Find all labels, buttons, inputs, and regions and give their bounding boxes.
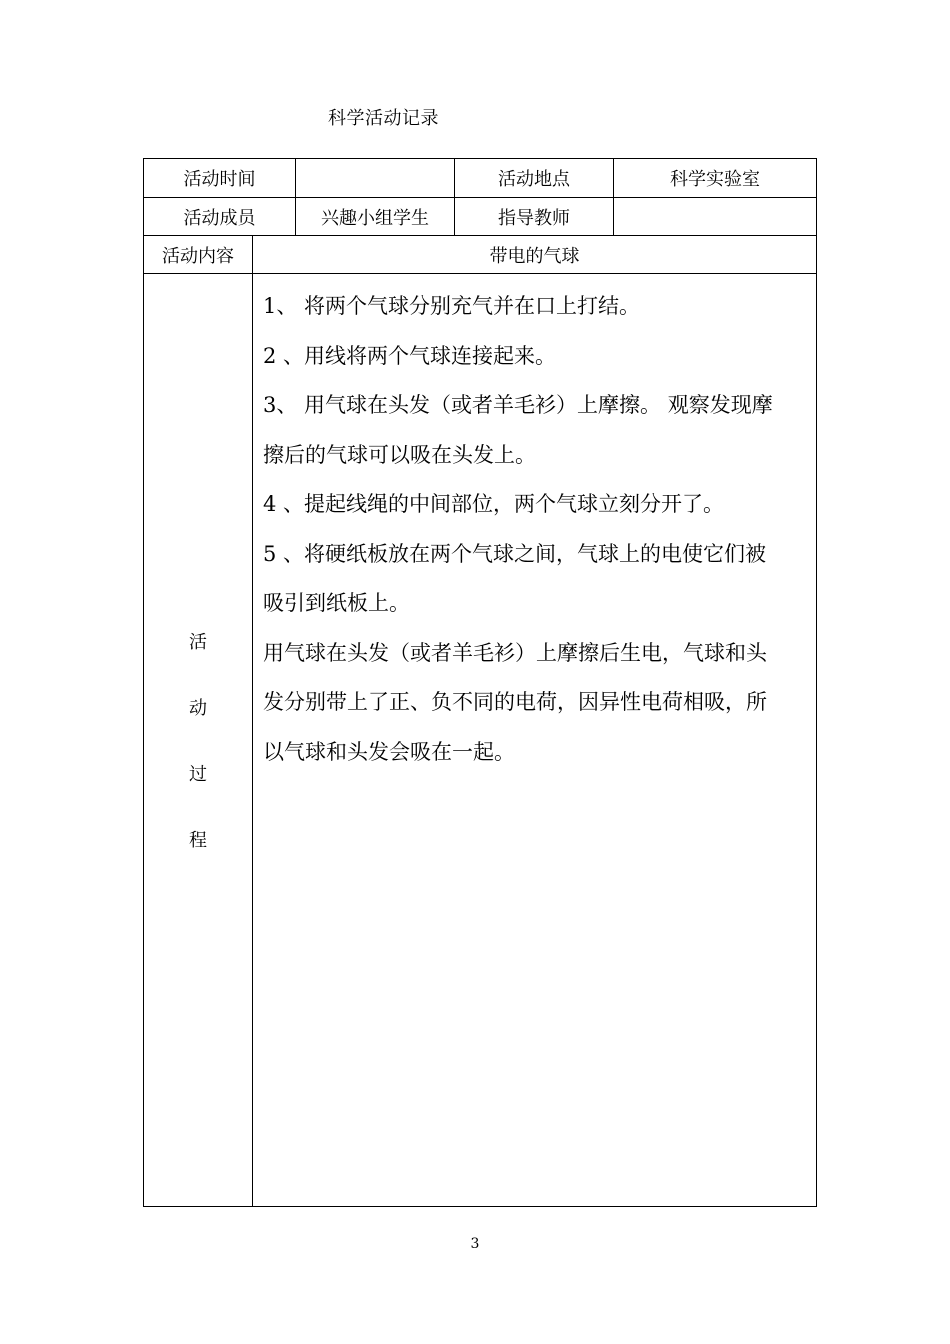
activity-members-label: 活动成员 bbox=[144, 198, 296, 236]
activity-content-value: 带电的气球 bbox=[253, 236, 817, 274]
process-label-char: 活 bbox=[189, 632, 207, 653]
process-line: 1、 将两个气球分别充气并在口上打结。 bbox=[263, 294, 641, 318]
process-line: 3、 用气球在头发（或者羊毛衫）上摩擦。 观察发现摩 bbox=[263, 393, 773, 417]
document-title: 科学活动记录 bbox=[328, 108, 439, 129]
activity-members-value: 兴趣小组学生 bbox=[296, 198, 455, 236]
process-label-char: 动 bbox=[189, 698, 207, 719]
activity-content-label: 活动内容 bbox=[144, 236, 253, 274]
process-line: 2 、用线将两个气球连接起来。 bbox=[263, 343, 557, 368]
activity-place-label: 活动地点 bbox=[455, 159, 614, 198]
process-line: 发分别带上了正、负不同的电荷，因异性电荷相吸，所 bbox=[263, 690, 767, 714]
activity-process-content bbox=[253, 274, 817, 1207]
activity-process-label bbox=[144, 274, 253, 1207]
activity-time-label: 活动时间 bbox=[144, 159, 296, 198]
process-line: 以气球和头发会吸在一起。 bbox=[263, 739, 515, 764]
activity-time-value bbox=[296, 159, 455, 198]
instructor-label: 指导教师 bbox=[455, 198, 614, 236]
instructor-value bbox=[614, 198, 817, 236]
process-label-char: 程 bbox=[189, 830, 207, 851]
activity-place-value: 科学实验室 bbox=[614, 159, 817, 198]
activity-record-table bbox=[143, 158, 817, 1207]
process-line: 吸引到纸板上。 bbox=[263, 591, 410, 615]
page-number: 3 bbox=[470, 1236, 480, 1252]
process-line: 5 、将硬纸板放在两个气球之间，气球上的电使它们被 bbox=[263, 541, 767, 566]
process-line: 用气球在头发（或者羊毛衫）上摩擦后生电，气球和头 bbox=[263, 640, 767, 665]
process-label-char: 过 bbox=[189, 764, 207, 785]
process-line: 擦后的气球可以吸在头发上。 bbox=[263, 442, 536, 467]
process-line: 4 、提起线绳的中间部位，两个气球立刻分开了。 bbox=[263, 492, 725, 516]
